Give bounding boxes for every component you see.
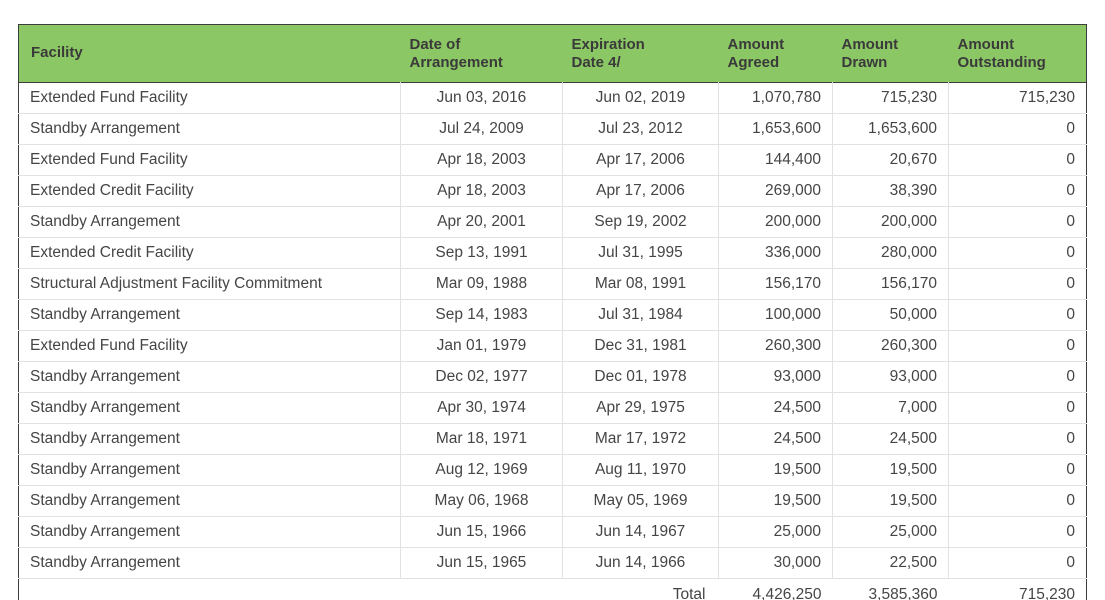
- column-header-date-of-arrangement-line2: Arrangement: [409, 54, 503, 72]
- cell-amount-outstanding: 0: [949, 517, 1087, 548]
- column-header-facility-label: Facility: [31, 43, 83, 61]
- cell-expiration-date: Mar 08, 1991: [563, 269, 719, 300]
- cell-facility: Standby Arrangement: [19, 114, 401, 145]
- cell-expiration-date: Jun 14, 1967: [563, 517, 719, 548]
- table-row: [19, 238, 1087, 269]
- table-body: [19, 83, 1087, 579]
- cell-amount-agreed: 1,070,780: [719, 83, 833, 114]
- total-amount-agreed: 4,426,250: [719, 579, 833, 600]
- cell-amount-agreed: 19,500: [719, 486, 833, 517]
- column-header-amount-outstanding[interactable]: [949, 25, 1087, 83]
- cell-facility: Extended Fund Facility: [19, 331, 401, 362]
- financial-arrangements-table-wrap: [18, 24, 1086, 600]
- table-header-row: [19, 25, 1087, 83]
- table-row: [19, 548, 1087, 579]
- column-header-expiration-date-line2: Date 4/: [571, 54, 621, 72]
- cell-amount-outstanding: 0: [949, 300, 1087, 331]
- cell-amount-drawn: 50,000: [833, 300, 949, 331]
- cell-facility: Standby Arrangement: [19, 300, 401, 331]
- cell-amount-agreed: 336,000: [719, 238, 833, 269]
- cell-amount-drawn: 20,670: [833, 145, 949, 176]
- cell-amount-agreed: 93,000: [719, 362, 833, 393]
- cell-date-of-arrangement: Jul 24, 2009: [401, 114, 563, 145]
- cell-date-of-arrangement: Apr 18, 2003: [401, 145, 563, 176]
- cell-expiration-date: Apr 17, 2006: [563, 176, 719, 207]
- table-footer: [19, 579, 1087, 600]
- cell-date-of-arrangement: Dec 02, 1977: [401, 362, 563, 393]
- column-header-amount-outstanding-line1: Amount: [957, 35, 1015, 53]
- cell-date-of-arrangement: Sep 14, 1983: [401, 300, 563, 331]
- cell-amount-drawn: 1,653,600: [833, 114, 949, 145]
- cell-amount-drawn: 200,000: [833, 207, 949, 238]
- cell-amount-agreed: 24,500: [719, 393, 833, 424]
- cell-amount-agreed: 200,000: [719, 207, 833, 238]
- column-header-date-of-arrangement-line1: Date of: [409, 35, 461, 53]
- column-header-date-of-arrangement[interactable]: [401, 25, 563, 83]
- cell-amount-agreed: 100,000: [719, 300, 833, 331]
- table-row: [19, 83, 1087, 114]
- cell-expiration-date: Jun 14, 1966: [563, 548, 719, 579]
- cell-amount-outstanding: 0: [949, 393, 1087, 424]
- table-row: [19, 486, 1087, 517]
- cell-amount-outstanding: 0: [949, 114, 1087, 145]
- cell-facility: Standby Arrangement: [19, 393, 401, 424]
- cell-amount-outstanding: 715,230: [949, 83, 1087, 114]
- cell-facility: Standby Arrangement: [19, 455, 401, 486]
- table-row: [19, 145, 1087, 176]
- cell-amount-agreed: 1,653,600: [719, 114, 833, 145]
- cell-date-of-arrangement: Aug 12, 1969: [401, 455, 563, 486]
- cell-amount-drawn: 156,170: [833, 269, 949, 300]
- cell-amount-outstanding: 0: [949, 238, 1087, 269]
- total-label: Total: [19, 579, 719, 600]
- table-row: [19, 455, 1087, 486]
- cell-amount-outstanding: 0: [949, 424, 1087, 455]
- table-row: [19, 517, 1087, 548]
- cell-amount-agreed: 30,000: [719, 548, 833, 579]
- table-header: [19, 25, 1087, 83]
- cell-expiration-date: Dec 01, 1978: [563, 362, 719, 393]
- cell-facility: Standby Arrangement: [19, 362, 401, 393]
- cell-amount-outstanding: 0: [949, 455, 1087, 486]
- cell-expiration-date: Apr 17, 2006: [563, 145, 719, 176]
- cell-expiration-date: May 05, 1969: [563, 486, 719, 517]
- column-header-expiration-date-line1: Expiration: [571, 35, 645, 53]
- table-row: [19, 300, 1087, 331]
- cell-expiration-date: Sep 19, 2002: [563, 207, 719, 238]
- column-header-amount-agreed[interactable]: [719, 25, 833, 83]
- table-row: [19, 176, 1087, 207]
- cell-amount-agreed: 260,300: [719, 331, 833, 362]
- cell-facility: Extended Credit Facility: [19, 238, 401, 269]
- cell-date-of-arrangement: Apr 20, 2001: [401, 207, 563, 238]
- cell-expiration-date: Dec 31, 1981: [563, 331, 719, 362]
- column-header-amount-outstanding-line2: Outstanding: [957, 54, 1046, 72]
- cell-date-of-arrangement: Apr 30, 1974: [401, 393, 563, 424]
- cell-amount-drawn: 38,390: [833, 176, 949, 207]
- cell-date-of-arrangement: Jun 15, 1966: [401, 517, 563, 548]
- cell-amount-agreed: 25,000: [719, 517, 833, 548]
- cell-expiration-date: Jul 31, 1995: [563, 238, 719, 269]
- cell-date-of-arrangement: Jun 15, 1965: [401, 548, 563, 579]
- cell-expiration-date: Jun 02, 2019: [563, 83, 719, 114]
- cell-amount-outstanding: 0: [949, 362, 1087, 393]
- cell-facility: Extended Fund Facility: [19, 83, 401, 114]
- total-amount-drawn: 3,585,360: [833, 579, 949, 600]
- table-row: [19, 424, 1087, 455]
- cell-expiration-date: Mar 17, 1972: [563, 424, 719, 455]
- cell-amount-outstanding: 0: [949, 486, 1087, 517]
- column-header-expiration-date[interactable]: [563, 25, 719, 83]
- cell-date-of-arrangement: Jun 03, 2016: [401, 83, 563, 114]
- cell-amount-outstanding: 0: [949, 176, 1087, 207]
- column-header-amount-agreed-line1: Amount: [727, 35, 785, 53]
- cell-date-of-arrangement: Apr 18, 2003: [401, 176, 563, 207]
- cell-amount-drawn: 7,000: [833, 393, 949, 424]
- cell-amount-drawn: 93,000: [833, 362, 949, 393]
- cell-amount-agreed: 19,500: [719, 455, 833, 486]
- cell-facility: Standby Arrangement: [19, 424, 401, 455]
- cell-facility: Structural Adjustment Facility Commitment: [19, 269, 401, 300]
- table-row: [19, 362, 1087, 393]
- financial-arrangements-table: [18, 24, 1087, 600]
- table-row: [19, 393, 1087, 424]
- table-row: [19, 114, 1087, 145]
- cell-amount-drawn: 22,500: [833, 548, 949, 579]
- cell-date-of-arrangement: Sep 13, 1991: [401, 238, 563, 269]
- cell-facility: Standby Arrangement: [19, 517, 401, 548]
- cell-amount-drawn: 715,230: [833, 83, 949, 114]
- cell-date-of-arrangement: Jan 01, 1979: [401, 331, 563, 362]
- cell-amount-outstanding: 0: [949, 207, 1087, 238]
- cell-amount-agreed: 24,500: [719, 424, 833, 455]
- cell-date-of-arrangement: Mar 09, 1988: [401, 269, 563, 300]
- total-row: [19, 579, 1087, 600]
- cell-facility: Extended Credit Facility: [19, 176, 401, 207]
- cell-facility: Standby Arrangement: [19, 486, 401, 517]
- table-row: [19, 207, 1087, 238]
- column-header-amount-agreed-line2: Agreed: [727, 54, 780, 72]
- column-header-amount-drawn-line2: Drawn: [841, 54, 888, 72]
- cell-amount-drawn: 260,300: [833, 331, 949, 362]
- total-amount-outstanding: 715,230: [949, 579, 1087, 600]
- column-header-facility[interactable]: [19, 25, 401, 83]
- cell-date-of-arrangement: May 06, 1968: [401, 486, 563, 517]
- cell-amount-agreed: 144,400: [719, 145, 833, 176]
- column-header-amount-drawn-line1: Amount: [841, 35, 899, 53]
- cell-amount-outstanding: 0: [949, 331, 1087, 362]
- cell-amount-drawn: 24,500: [833, 424, 949, 455]
- cell-date-of-arrangement: Mar 18, 1971: [401, 424, 563, 455]
- table-row: [19, 331, 1087, 362]
- cell-facility: Standby Arrangement: [19, 548, 401, 579]
- cell-amount-outstanding: 0: [949, 548, 1087, 579]
- cell-expiration-date: Jul 31, 1984: [563, 300, 719, 331]
- cell-expiration-date: Aug 11, 1970: [563, 455, 719, 486]
- cell-expiration-date: Apr 29, 1975: [563, 393, 719, 424]
- cell-amount-drawn: 25,000: [833, 517, 949, 548]
- cell-amount-drawn: 19,500: [833, 455, 949, 486]
- cell-amount-agreed: 269,000: [719, 176, 833, 207]
- cell-facility: Standby Arrangement: [19, 207, 401, 238]
- cell-expiration-date: Jul 23, 2012: [563, 114, 719, 145]
- column-header-amount-drawn[interactable]: [833, 25, 949, 83]
- cell-amount-outstanding: 0: [949, 145, 1087, 176]
- cell-amount-drawn: 280,000: [833, 238, 949, 269]
- table-row: [19, 269, 1087, 300]
- cell-facility: Extended Fund Facility: [19, 145, 401, 176]
- cell-amount-agreed: 156,170: [719, 269, 833, 300]
- cell-amount-outstanding: 0: [949, 269, 1087, 300]
- cell-amount-drawn: 19,500: [833, 486, 949, 517]
